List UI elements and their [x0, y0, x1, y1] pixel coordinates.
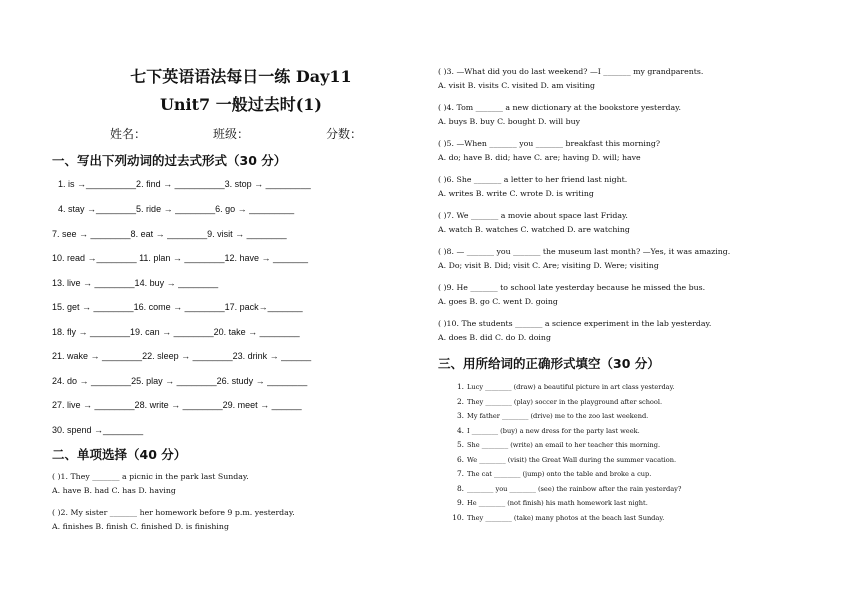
mc-options: A. watch B. watches C. watched D. are watching: [438, 225, 630, 234]
section1-heading: 一、写出下列动词的过去式形式（30 分）: [52, 153, 287, 168]
mc-stem: ( )10. The students _______ a science experiment in the lab yesterday.: [438, 319, 712, 328]
verb-line: 21. wake → ________22. sleep → ________23. drink → ______: [52, 351, 312, 361]
score-label: 分数：: [326, 127, 363, 141]
mc-question: [438, 139, 660, 163]
verb-line: 18. fly → ________19. can → ________20. take → ________: [52, 327, 300, 337]
mc-question: [438, 175, 627, 199]
fill-item: 9. He ________ (not finish) his math homework last night.: [456, 498, 648, 507]
class-label: 班级：: [213, 127, 250, 141]
verb-line: 27. live → ________28. write → ________29. meet → ______: [52, 400, 302, 410]
worksheet-subtitle: Unit7 一般过去时(1): [159, 95, 323, 114]
verb-line: 15. get → ________16. come → ________17. pack→_______: [52, 302, 303, 312]
fill-item: 1. Lucy ________ (draw) a beautiful picture in art class yesterday.: [456, 382, 675, 391]
mc-stem: ( )5. —When _______ you _______ breakfast this morning?: [438, 139, 661, 148]
mc-question: [438, 103, 681, 127]
fill-item: 10. They ________ (take) many photos at the beach last Sunday.: [452, 513, 665, 522]
mc-stem: ( )3. —What did you do last weekend? —I _______ my grandparents.: [438, 67, 704, 76]
mc-question: [438, 247, 730, 271]
mc-options: A. goes B. go C. went D. going: [438, 297, 558, 306]
verb-line: 1. is →__________2. find → __________3. stop → _________: [58, 179, 311, 189]
fill-item: 7. The cat ________ (jump) onto the table and broke a cup.: [456, 469, 652, 478]
section2-heading: 二、单项选择（40 分）: [52, 447, 187, 462]
mc-options: A. finishes B. finish C. finished D. is finishing: [52, 522, 229, 531]
name-label: 姓名：: [110, 127, 147, 141]
mc-stem: ( )7. We _______ a movie about space last Friday.: [438, 211, 628, 220]
verb-line: 4. stay →________5. ride → ________6. go → _________: [58, 204, 295, 214]
verb-line: 13. live → ________14. buy → ________: [52, 278, 219, 288]
mc-options: A. does B. did C. do D. doing: [438, 333, 551, 342]
mc-stem: ( )1. They _______ a picnic in the park last Sunday.: [52, 472, 249, 481]
mc-question: [438, 283, 705, 307]
mc-stem: ( )4. Tom _______ a new dictionary at the bookstore yesterday.: [438, 103, 682, 112]
mc-stem: ( )6. She _______ a letter to her friend last night.: [438, 175, 628, 184]
mc-stem: ( )2. My sister _______ her homework before 9 p.m. yesterday.: [52, 508, 295, 517]
section3-heading: 三、用所给词的正确形式填空（30 分）: [438, 356, 660, 371]
mc-question: [52, 472, 249, 496]
mc-options: A. do; have B. did; have C. are; having D. will; have: [438, 153, 641, 162]
mc-stem: ( )9. He _______ to school late yesterday because he missed the bus.: [438, 283, 706, 292]
verb-line: 24. do → ________25. play → ________26. study → ________: [52, 376, 308, 386]
mc-question: [438, 67, 703, 91]
mc-options: A. writes B. write C. wrote D. is writing: [438, 189, 594, 198]
mc-options: A. have B. had C. has D. having: [52, 486, 176, 495]
mc-options: A. buys B. buy C. bought D. will buy: [438, 117, 581, 126]
verb-line: 10. read →________ 11. plan → ________12. have → _______: [52, 253, 309, 263]
mc-stem: ( )8. — _______ you _______ the museum last month? —Yes, it was amazing.: [438, 247, 731, 256]
fill-item: 5. She ________ (write) an email to her teacher this morning.: [456, 440, 661, 449]
mc-question: [438, 319, 711, 343]
fill-item: 8. ________ you ________ (see) the rainbow after the rain yesterday?: [456, 484, 682, 493]
mc-options: A. visit B. visits C. visited D. am visiting: [438, 81, 596, 90]
fill-item: 6. We ________ (visit) the Great Wall during the summer vacation.: [456, 455, 677, 464]
mc-question: [438, 211, 630, 235]
verb-line: 30. spend →________: [52, 425, 144, 435]
mc-question: [52, 508, 295, 532]
fill-item: 3. My father ________ (drive) me to the zoo last weekend.: [456, 411, 649, 420]
fill-item: 4. I ________ (buy) a new dress for the party last week.: [456, 426, 640, 435]
worksheet-title: 七下英语语法每日一练 Day11: [130, 67, 352, 86]
student-info-row: [52, 125, 432, 141]
fill-item: 2. They ________ (play) soccer in the playground after school.: [456, 397, 663, 406]
verb-line: 7. see → ________8. eat → ________9. visit → ________: [52, 229, 287, 239]
mc-options: A. Do; visit B. Did; visit C. Are; visiting D. Were; visiting: [438, 261, 659, 270]
